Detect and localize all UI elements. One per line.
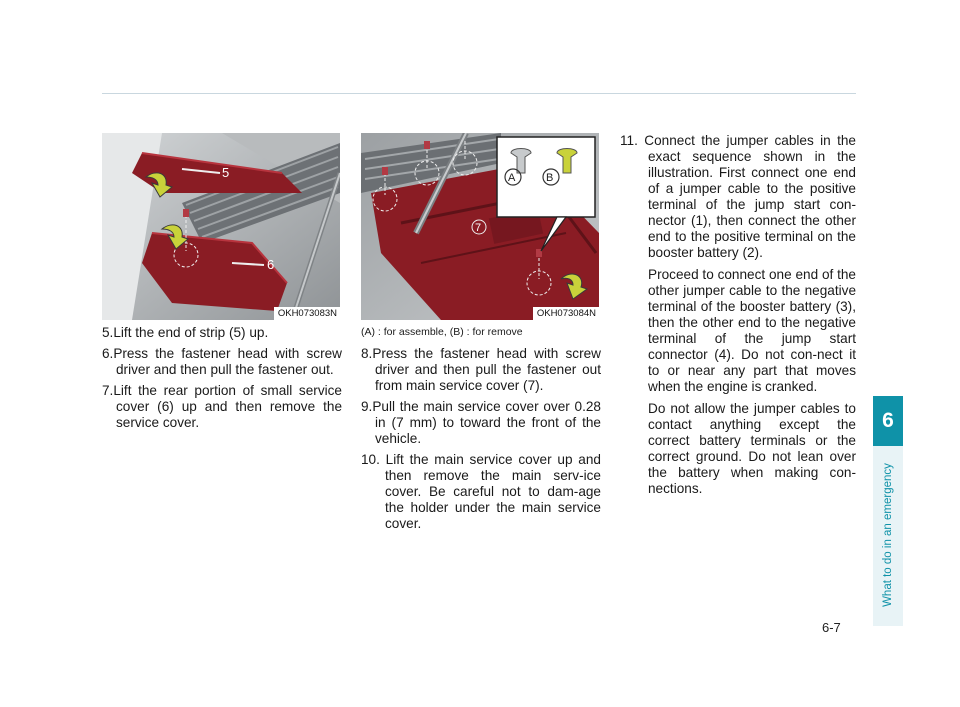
figure-small-service-cover [102,133,340,320]
step-9: 9.Pull the main service cover over 0.28 in (7 mm) to toward the front of the vehicle. [361,399,601,446]
top-rule [102,93,856,94]
paragraph-caution: Do not allow the jumper cables to contact anything except the correct battery terminals or the correct ground. Do not lean over the battery when making con-nections. [648,401,856,496]
illustration-small-cover [102,133,340,320]
page-number: 6-7 [822,620,841,635]
step-10: 10. Lift the main service cover up and then remove the main serv-ice cover. Be careful not to dam-age the holder under the main service cover. [361,452,601,531]
figure-main-service-cover [361,133,599,320]
figure-code: OKH073084N [533,307,599,320]
chapter-tab: 6 [873,396,903,446]
callout-5: 5 [222,165,230,180]
step-5: 5.Lift the end of strip (5) up. [102,325,269,340]
step-7: 7.Lift the rear portion of small service cover (6) up and then remove the service cover. [102,383,342,430]
step-6: 6.Press the fastener head with screw driver and then pull the fastener out. [102,346,342,377]
paragraph-negative-cable: Proceed to connect one end of the other jumper cable to the negative terminal of the booster battery (3), then the other end to the negative terminal of the jump start connector (4). Do not con-nect it to or near any part that moves when the engine is cranked. [648,267,856,394]
chapter-title-text: What to do in an emergency [882,463,894,607]
chapter-title [880,450,896,620]
callout-6: 6 [267,257,275,272]
step-8: 8.Press the fastener head with screw driver and then pull the fastener out from main service cover (7). [361,346,601,393]
callout-b: B [546,172,554,184]
illustration-main-cover [361,133,599,320]
figure-code: OKH073083N [274,307,340,320]
instructions-col-1 [102,325,342,436]
callout-7: 7 [475,222,482,234]
instructions-col-2 [361,325,601,537]
instructions-col-3 [620,133,856,503]
callout-a: A [508,172,516,184]
figure-caption: (A) : for assemble, (B) : for remove [361,326,523,338]
step-11: 11. Connect the jumper cables in the exact sequence shown in the illustration. First connect one end of a jumper cable to the positive terminal of the jump start con-nector (1), then connect the other end to the positive terminal on the booster battery (2). [620,133,856,260]
